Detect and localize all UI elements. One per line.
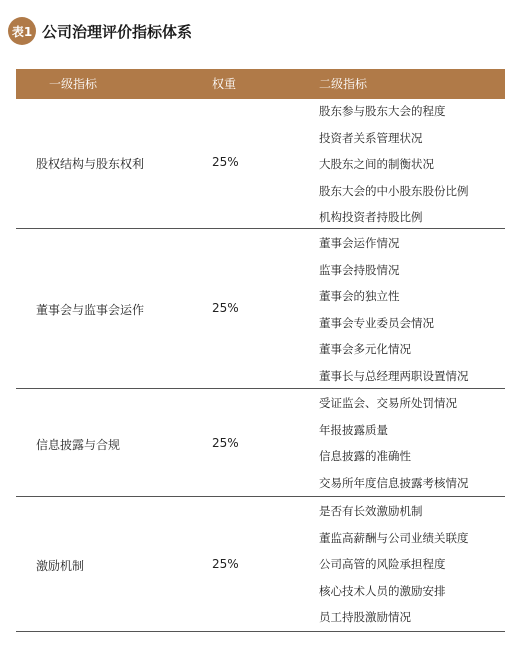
secondary-indicator: 监事会持股情况: [319, 262, 400, 277]
indicator-table: [16, 69, 505, 632]
table-title: 公司治理评价指标体系: [42, 22, 193, 41]
secondary-indicator: 信息披露的准确性: [319, 449, 411, 464]
table-number-badge: 表1: [8, 17, 36, 45]
secondary-indicator: 交易所年度信息披露考核情况: [319, 475, 469, 490]
secondary-indicator: 投资者关系管理状况: [319, 130, 423, 145]
secondary-indicator: 股东大会的中小股东股份比例: [319, 183, 469, 198]
primary-indicator: 激励机制: [36, 559, 85, 573]
table-row: [16, 99, 505, 229]
primary-indicator: 信息披露与合规: [36, 438, 121, 452]
secondary-indicator: 董监高薪酬与公司业绩关联度: [319, 530, 469, 545]
primary-indicator: 董事会与监事会运作: [36, 303, 145, 317]
secondary-indicator: 董事长与总经理两职设置情况: [319, 369, 469, 383]
secondary-indicator: 大股东之间的制衡状况: [319, 157, 434, 172]
secondary-indicator: 机构投资者持股比例: [319, 210, 423, 225]
table-row: [16, 497, 505, 632]
table-caption: [8, 17, 192, 45]
header-weight: 权重: [212, 77, 237, 91]
secondary-indicator: 年报披露质量: [319, 422, 388, 437]
secondary-indicator: 股东参与股东大会的程度: [319, 104, 446, 118]
header-primary: 一级指标: [49, 77, 98, 91]
secondary-indicator: 公司高管的风险承担程度: [319, 557, 446, 572]
secondary-indicator: 核心技术人员的激励安排: [319, 583, 446, 598]
weight-value: 25%: [212, 436, 239, 450]
primary-indicator: 股权结构与股东权利: [36, 157, 145, 171]
table-row: [16, 389, 505, 497]
table-row: [16, 229, 505, 389]
table-header: [16, 69, 505, 99]
secondary-indicator: 董事会专业委员会情况: [319, 315, 434, 330]
secondary-indicator: 董事会运作情况: [319, 236, 400, 250]
secondary-indicator: 董事会多元化情况: [319, 342, 411, 357]
weight-value: 25%: [212, 155, 239, 169]
secondary-indicator: 员工持股激励情况: [319, 610, 411, 625]
weight-value: 25%: [212, 557, 239, 571]
secondary-indicator: 受证监会、交易所处罚情况: [319, 396, 457, 410]
secondary-indicator: 董事会的独立性: [319, 289, 400, 304]
secondary-indicator: 是否有长效激励机制: [319, 504, 423, 518]
header-secondary: 二级指标: [319, 77, 368, 91]
weight-value: 25%: [212, 301, 239, 315]
